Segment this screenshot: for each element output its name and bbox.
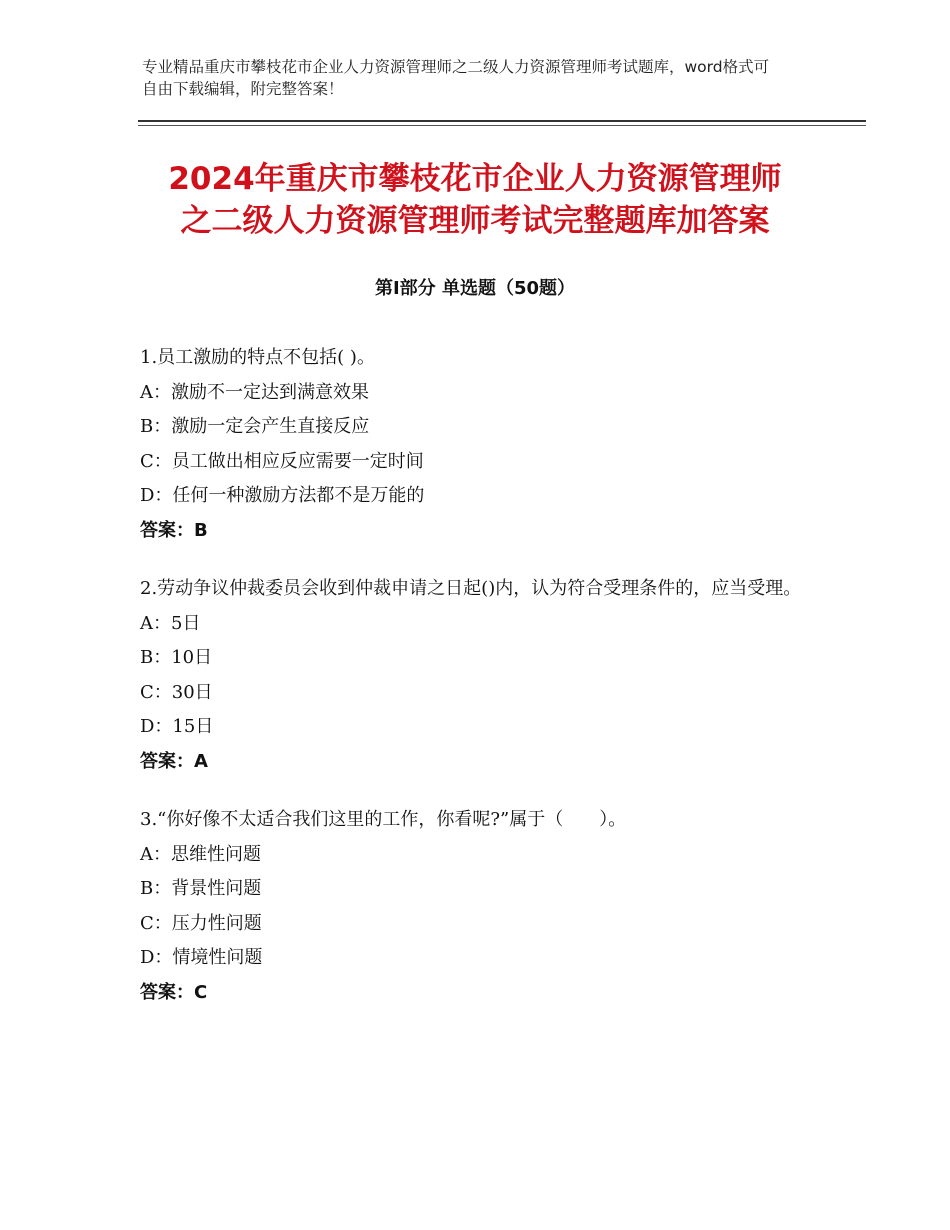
header-note: 专业精品重庆市攀枝花市企业人力资源管理师之二级人力资源管理师考试题库，word格式可自由下载编辑，附完整答案！ [142,58,770,98]
option-d: D：15日 [140,716,214,737]
option-c: C：压力性问题 [140,912,262,934]
option-c: C：员工做出相应反应需要一定时间 [140,450,424,472]
question-2 [140,572,820,779]
answer-label: 答案：B [140,519,208,541]
document-title-line-1: 2024年重庆市攀枝花市企业人力资源管理师 [168,161,782,197]
section-title: 第Ⅰ部分 单选题（50题） [374,278,575,299]
header-rule-thick [138,120,866,122]
option-a: A：激励不一定达到满意效果 [140,381,369,403]
answer-label: 答案：C [140,981,208,1003]
option-b: B：激励一定会产生直接反应 [140,416,370,437]
option-b: B：10日 [140,647,213,668]
document-title-line-2: 之二级人力资源管理师考试完整题库加答案 [180,203,770,239]
question-list [140,341,820,1034]
question-stem: 1.员工激励的特点不包括( )。 [140,347,375,368]
question-1 [140,341,820,548]
option-d: D：任何一种激励方法都不是万能的 [140,485,425,506]
header-rule-thin [138,125,866,126]
question-3 [140,803,820,1010]
document-title [100,158,850,242]
option-b: B：背景性问题 [140,878,262,899]
option-a: A：思维性问题 [140,843,261,865]
answer-label: 答案：A [140,750,208,772]
question-stem: 3.“你好像不太适合我们这里的工作，你看呢?”属于（ ）。 [140,809,627,830]
question-stem: 2.劳动争议仲裁委员会收到仲裁申请之日起()内，认为符合受理条件的，应当受理。 [140,578,802,599]
option-a: A：5日 [140,612,201,634]
option-c: C：30日 [140,681,213,703]
option-d: D：情境性问题 [140,947,263,968]
